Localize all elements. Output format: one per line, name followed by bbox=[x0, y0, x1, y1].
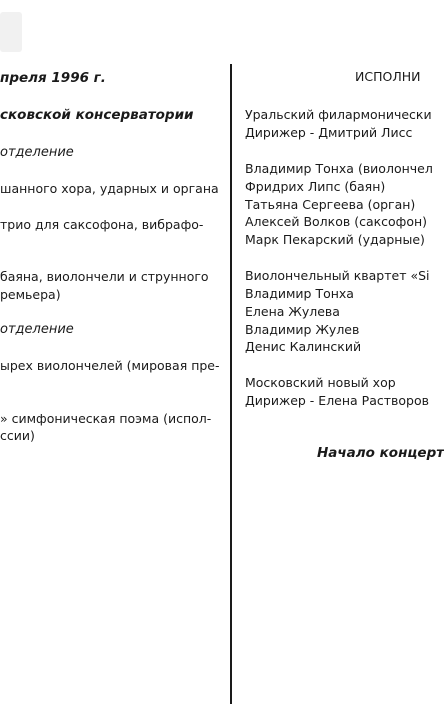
program-item-5-line-1: » симфоническая поэма (испол- bbox=[0, 411, 212, 426]
concert-start: Начало концерт bbox=[317, 445, 444, 461]
performers-heading: ИСПОЛНИ bbox=[355, 69, 421, 84]
concert-date: преля 1996 г. bbox=[0, 70, 106, 86]
soloist-5: Марк Пекарский (ударные) bbox=[245, 232, 425, 247]
part-one-heading: отделение bbox=[0, 145, 74, 160]
soloist-3: Татьяна Сергеева (орган) bbox=[245, 197, 416, 212]
quartet-member-3: Владимир Жулев bbox=[245, 322, 360, 337]
program-item-4: ырех виолончелей (мировая пре- bbox=[0, 358, 220, 373]
soloist-2: Фридрих Липс (баян) bbox=[245, 179, 386, 194]
orchestra-name: Уральский филармонически bbox=[245, 107, 432, 122]
program-item-2: трио для саксофона, вибрафо- bbox=[0, 217, 204, 232]
choir-conductor: Дирижер - Елена Растворов bbox=[245, 393, 429, 408]
program-item-1: шанного хора, ударных и органа bbox=[0, 181, 219, 196]
part-two-heading: отделение bbox=[0, 322, 74, 337]
program-item-3-line-1: баяна, виолончели и струнного bbox=[0, 269, 209, 284]
soloist-1: Владимир Тонха (виолончел bbox=[245, 161, 433, 176]
program-item-5-line-2: ссии) bbox=[0, 428, 35, 443]
choir-name: Московский новый хор bbox=[245, 375, 396, 390]
quartet-name: Виолончельный квартет «Si bbox=[245, 268, 430, 283]
program-item-3-line-2: ремьера) bbox=[0, 287, 61, 302]
quartet-member-1: Владимир Тонха bbox=[245, 286, 354, 301]
quartet-member-2: Елена Жулева bbox=[245, 304, 340, 319]
orchestra-conductor: Дирижер - Дмитрий Лисс bbox=[245, 125, 413, 140]
concert-venue: сковской консерватории bbox=[0, 107, 194, 123]
soloist-4: Алексей Волков (саксофон) bbox=[245, 214, 428, 229]
page-mark bbox=[0, 12, 22, 52]
column-divider bbox=[230, 64, 232, 704]
quartet-member-4: Денис Калинский bbox=[245, 339, 362, 354]
